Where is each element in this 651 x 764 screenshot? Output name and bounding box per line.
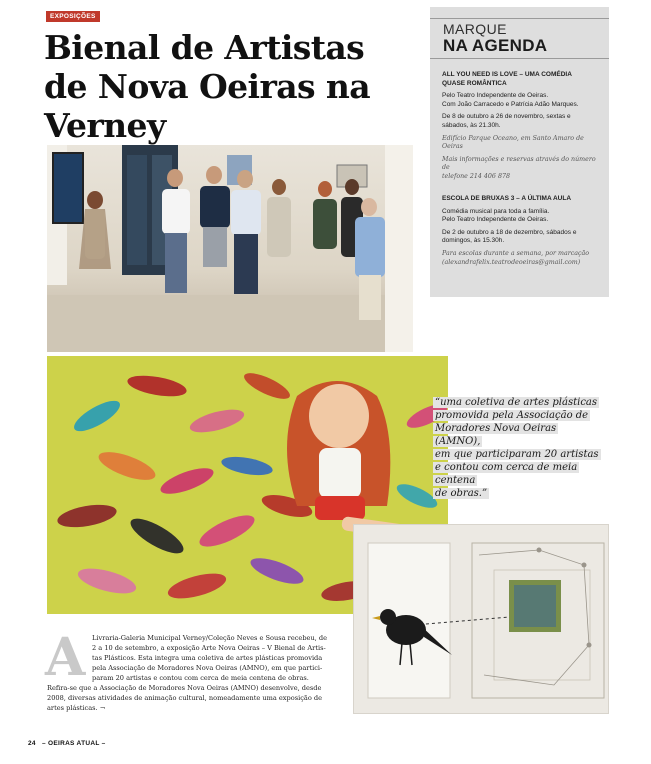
agenda-event — [442, 195, 602, 271]
page-number: 24 — [28, 740, 36, 747]
event-title: QUASE ROMÂNTICA — [442, 79, 507, 87]
quote-line: promovida pela Associação de — [435, 410, 589, 421]
title-line: Verney — [44, 106, 166, 145]
event-credit: Pelo Teatro Independente de Oeiras. — [442, 216, 549, 224]
body-line: Livraria-Galeria Municipal Verney/Coleção Neves e Sousa recebeu, de — [92, 634, 328, 642]
agenda-top-rule — [430, 18, 609, 19]
section-tag: EXPOSIÇÕES — [46, 11, 100, 22]
event-venue: Edifício Parque Oceano, em Santo Amaro de — [442, 134, 584, 142]
agenda-event — [442, 71, 602, 186]
event-credit: Comédia musical para toda a família. — [442, 207, 550, 215]
publication-name: – OEIRAS ATUAL – — [41, 740, 106, 747]
event-info: Mais informações e reservas através do número de — [442, 155, 596, 172]
body-line: 2 a 10 de setembro, a exposição Arte Nova Oeiras – V Bienal de Artis- — [92, 644, 326, 652]
quote-line: em que participaram 20 artistas — [435, 449, 599, 460]
gallery-visitors-photo — [47, 145, 413, 352]
agenda-heading-bottom: NA AGENDA — [443, 36, 548, 55]
title-line: Bienal de Artistas — [44, 28, 365, 67]
article-title — [44, 28, 404, 145]
body-line: pela Associação de Moradores Nova Oeiras (AMNO), em que partici- — [92, 664, 323, 672]
title-line: de Nova Oeiras na — [44, 67, 371, 106]
body-line: tas Plásticos. Esta integra uma coletiva de artes plásticas promovida — [92, 654, 323, 662]
event-title: ESCOLA DE BRUXAS 3 – A ÚLTIMA AULA — [442, 195, 572, 202]
body-line: artes plásticas. ¬ — [47, 704, 106, 712]
pull-quote — [433, 396, 601, 500]
body-line: Refira-se que a Associação de Moradores Nova Oeiras (AMNO) desenvolve, desde — [47, 684, 322, 692]
bird-artwork-photo — [353, 524, 609, 714]
event-credit: Com João Carracedo e Patrícia Adão Marques. — [442, 100, 579, 108]
dropcap: A — [45, 627, 86, 688]
event-dates: sábados, às 21.30h. — [442, 121, 501, 129]
event-dates: domingos, às 15.30h. — [442, 237, 505, 245]
quote-line: “uma coletiva de artes plásticas — [435, 397, 598, 408]
page-footer — [28, 740, 106, 747]
agenda-bottom-rule — [430, 58, 609, 59]
quote-line: Moradores Nova Oeiras (AMNO), — [435, 423, 557, 447]
body-line: 2008, diversas atividades de animação cultural, nomeadamente uma exposição de — [47, 694, 323, 702]
article-body — [45, 627, 333, 713]
body-line: param 20 artistas e contou com cerca de meia centena de obras. — [92, 674, 309, 682]
event-info: (alexandrafelix.teatrodeoeiras@gmail.com) — [442, 258, 581, 266]
quote-line: de obras.” — [435, 488, 488, 499]
agenda-heading-top: MARQUE — [443, 21, 507, 37]
event-venue: Oeiras — [442, 143, 463, 151]
gallery-visitors-illustration — [47, 145, 413, 352]
agenda-sidebar — [430, 7, 609, 297]
event-info: telefone 214 406 878 — [442, 172, 510, 180]
quote-line: e contou com cerca de meia centena — [435, 462, 578, 486]
event-dates: De 8 de outubro a 26 de novembro, sextas e — [442, 113, 571, 121]
event-title: ALL YOU NEED IS LOVE – UMA COMÉDIA — [442, 71, 572, 78]
event-dates: De 2 de outubro a 18 de dezembro, sábados e — [442, 228, 577, 236]
event-info: Para escolas durante a semana, por marcação — [442, 249, 590, 257]
event-credit: Pelo Teatro Independente de Oeiras. — [442, 92, 549, 100]
bird-artwork-illustration — [354, 525, 608, 713]
